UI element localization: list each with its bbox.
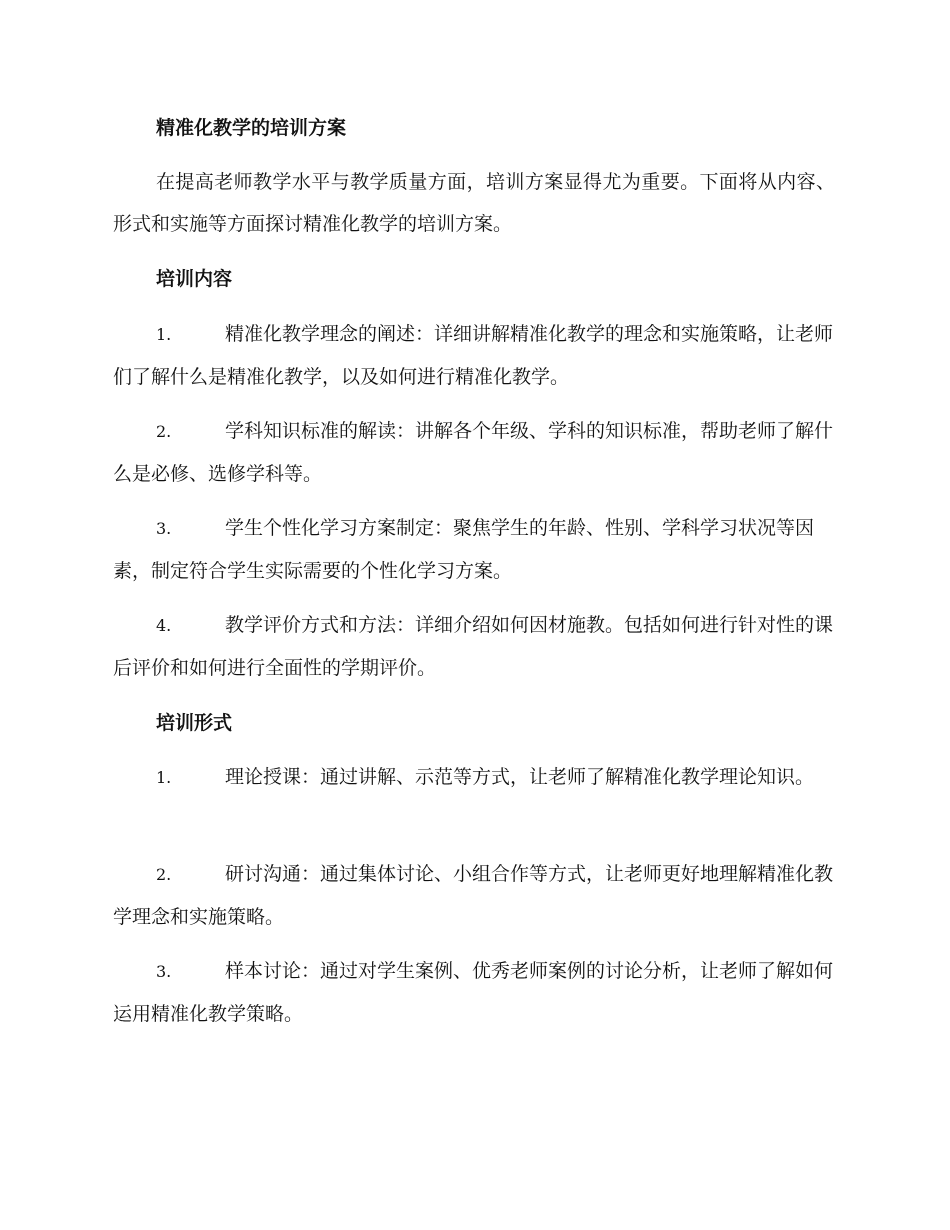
list-item-text: 研讨沟通：通过集体讨论、小组合作等方式，让老师更好地理解精准化教学理念和实施策略。 — [113, 863, 834, 928]
list-item-text: 样本讨论：通过对学生案例、优秀老师案例的讨论分析，让老师了解如何运用精准化教学策略。 — [113, 960, 834, 1025]
list-item — [113, 756, 835, 799]
list-item — [113, 507, 835, 592]
list-item-text: 理论授课：通过讲解、示范等方式，让老师了解精准化教学理论知识。 — [225, 766, 815, 788]
list-item — [113, 950, 835, 1035]
list-item-number: 3. — [156, 962, 172, 981]
list-item-text: 学科知识标准的解读：讲解各个年级、学科的知识标准，帮助老师了解什么是必修、选修学科等。 — [113, 420, 834, 485]
list-item-text: 学生个性化学习方案制定：聚焦学生的年龄、性别、学科学习状况等因素，制定符合学生实际需要的个性化学习方案。 — [113, 517, 815, 582]
list-item — [113, 604, 835, 689]
list-item-text: 教学评价方式和方法：详细介绍如何因材施教。包括如何进行针对性的课后评价和如何进行全面性的学期评价。 — [113, 614, 834, 679]
section-heading-content: 培训内容 — [156, 268, 233, 290]
section-heading-format: 培训形式 — [156, 712, 233, 734]
intro-paragraph: 在提高老师教学水平与教学质量方面，培训方案显得尤为重要。下面将从内容、形式和实施等方面探讨精准化教学的培训方案。 — [113, 171, 835, 235]
list-item — [113, 313, 835, 398]
list-item-number: 3. — [156, 519, 172, 538]
list-item-number: 2. — [156, 865, 172, 884]
list-item-number: 4. — [156, 616, 172, 635]
list-item — [113, 853, 835, 938]
list-item-number: 2. — [156, 422, 172, 441]
list-item — [113, 410, 835, 495]
document-title: 精准化教学的培训方案 — [156, 117, 347, 139]
list-item-number: 1. — [156, 325, 172, 344]
list-item-number: 1. — [156, 768, 172, 787]
list-item-text: 精准化教学理念的阐述：详细讲解精准化教学的理念和实施策略，让老师们了解什么是精准化教学，以及如何进行精准化教学。 — [113, 323, 834, 388]
